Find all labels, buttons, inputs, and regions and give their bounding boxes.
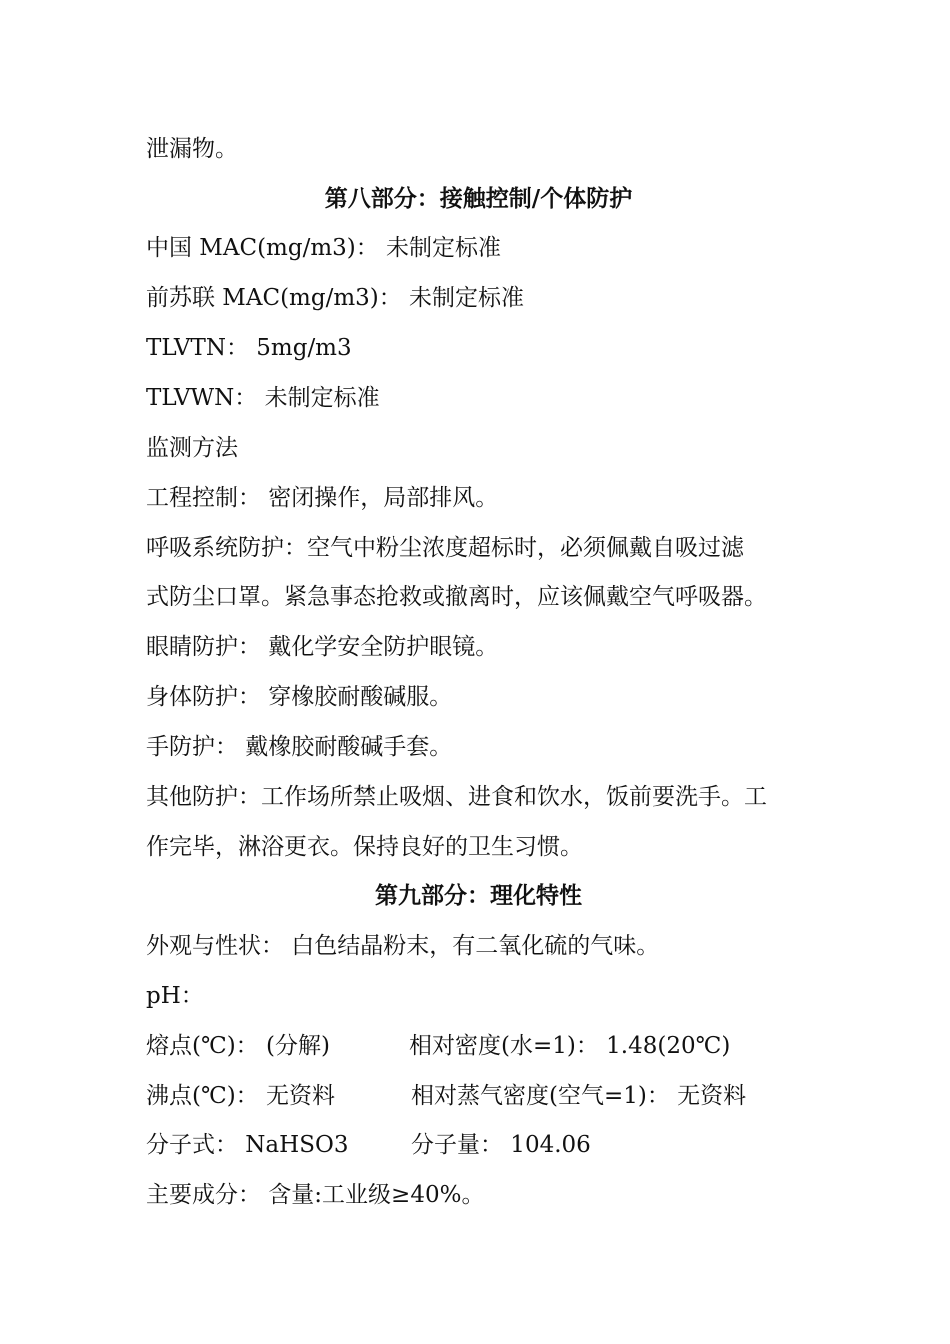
melting-point: 熔点(℃)： (分解) — [146, 1033, 330, 1059]
text-line-melting-row — [146, 1031, 811, 1061]
relative-vapor-density: 相对蒸气密度(空气=1)： 无资料 — [411, 1083, 747, 1109]
text-line-ph: pH： — [146, 983, 204, 1009]
text-line-leak: 泄漏物。 — [146, 136, 238, 162]
text-line-appearance: 外观与性状： 白色结晶粉末，有二氧化硫的气味。 — [146, 933, 660, 959]
text-line-other-protection-2: 作完毕，淋浴更衣。保持良好的卫生习惯。 — [146, 834, 583, 860]
text-line-monitoring: 监测方法 — [146, 435, 238, 461]
text-line-ussr-mac: 前苏联 MAC(mg/m3)： 未制定标准 — [146, 285, 525, 311]
relative-density: 相对密度(水=1)： 1.48(20℃) — [409, 1033, 731, 1059]
section-heading-8: 第八部分：接触控制/个体防护 — [324, 185, 633, 212]
text-line-body-protection: 身体防护： 穿橡胶耐酸碱服。 — [146, 684, 453, 710]
text-line-hand-protection: 手防护： 戴橡胶耐酸碱手套。 — [146, 734, 453, 760]
text-line-respiratory-1: 呼吸系统防护：空气中粉尘浓度超标时，必须佩戴自吸过滤 — [146, 535, 744, 561]
boiling-point: 沸点(℃)： 无资料 — [146, 1083, 335, 1109]
text-line-engineering-control: 工程控制： 密闭操作，局部排风。 — [146, 485, 499, 511]
text-line-tlvwn: TLVWN： 未制定标准 — [146, 385, 380, 411]
molecular-weight: 分子量： 104.06 — [411, 1132, 591, 1158]
text-line-boiling-row — [146, 1081, 811, 1111]
section-heading-9: 第九部分：理化特性 — [375, 882, 582, 909]
text-line-formula-row — [146, 1130, 811, 1160]
text-line-tlvtn: TLVTN： 5mg/m3 — [146, 335, 352, 361]
molecular-formula: 分子式： NaHSO3 — [146, 1132, 349, 1158]
text-line-main-component: 主要成分： 含量:工业级≥40%。 — [146, 1182, 485, 1208]
text-line-respiratory-2: 式防尘口罩。紧急事态抢救或撤离时，应该佩戴空气呼吸器。 — [146, 584, 767, 610]
text-line-other-protection-1: 其他防护：工作场所禁止吸烟、进食和饮水，饭前要洗手。工 — [146, 784, 767, 810]
text-line-china-mac: 中国 MAC(mg/m3)： 未制定标准 — [146, 235, 502, 261]
text-line-eye-protection: 眼睛防护： 戴化学安全防护眼镜。 — [146, 634, 499, 660]
